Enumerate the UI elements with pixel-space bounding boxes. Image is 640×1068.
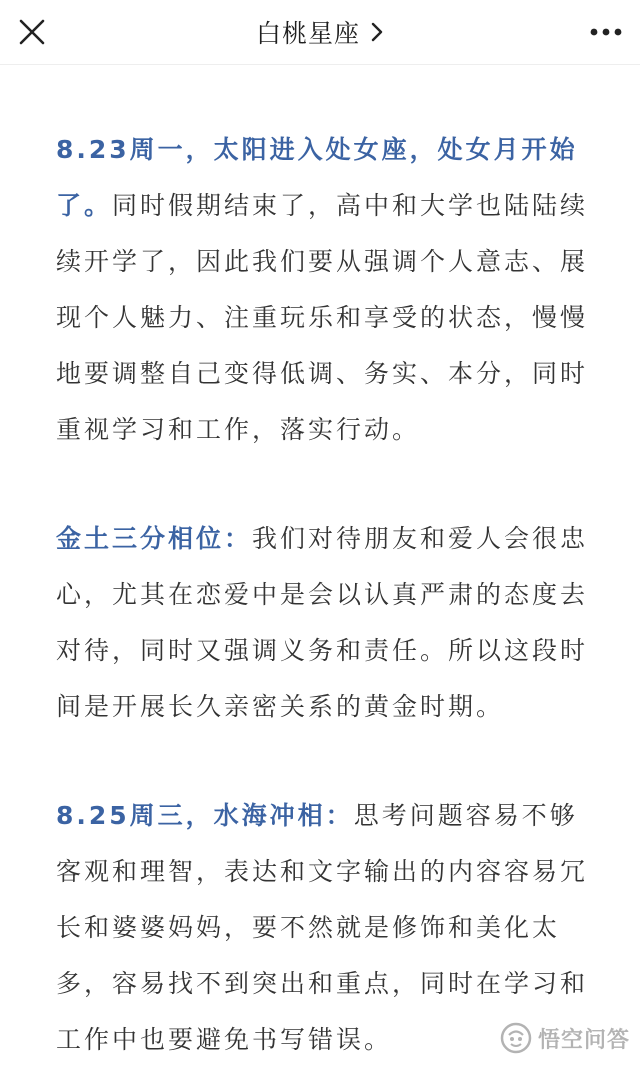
more-horizontal-icon — [586, 14, 626, 50]
watermark-text: 悟空问答 — [537, 1027, 630, 1053]
paragraph-text: 思考问题容易不够客观和理智，表达和文字输出的内容容易冗长和婆婆妈妈，要不然就是修饰和美化太多，容易找不到突出和重点，同时在学习和工作中也要避免书写错误。 — [56, 801, 589, 1054]
top-bar — [0, 0, 640, 65]
wukong-logo-icon — [500, 1022, 532, 1054]
article-body — [56, 122, 590, 1068]
more-options-button[interactable] — [586, 14, 626, 50]
article-paragraph — [56, 122, 590, 458]
paragraph-text: 同时假期结束了，高中和大学也陆陆续续开学了，因此我们要从强调个人意志、展现个人魅力、注重玩乐和享受的状态，慢慢地要调整自己变得低调、务实、本分，同时重视学习和工作，落实行动。 — [56, 191, 589, 444]
paragraph-heading: 8.25周三，水海冲相： — [56, 801, 354, 830]
paragraph-heading: 8.23周一，太阳进入处女座，处女月开始了。 — [56, 135, 578, 220]
page-title: 白桃星座 — [255, 19, 360, 48]
account-title-link[interactable] — [0, 0, 640, 64]
paragraph-text: 我们对待朋友和爱人会很忠心，尤其在恋爱中是会以认真严肃的态度去对待，同时又强调义务和责任。所以这段时间是开展长久亲密关系的黄金时期。 — [56, 524, 589, 721]
paragraph-heading: 金土三分相位： — [56, 524, 253, 553]
article-paragraph — [56, 511, 590, 735]
watermark — [500, 1022, 630, 1054]
chevron-right-icon — [370, 21, 384, 43]
